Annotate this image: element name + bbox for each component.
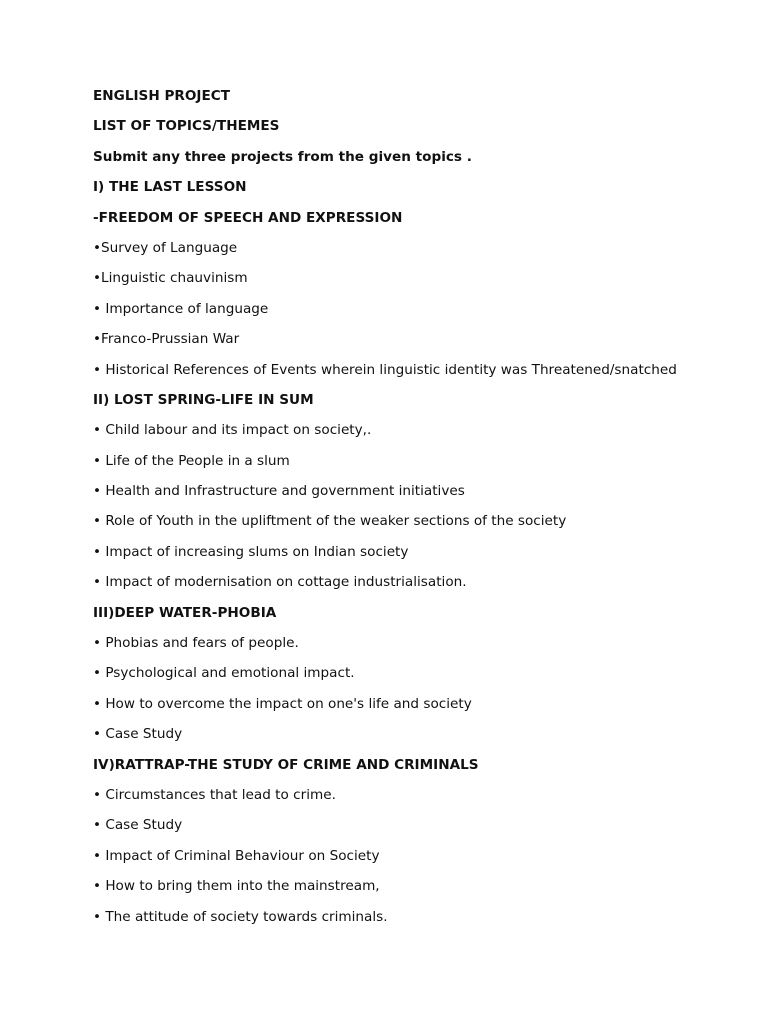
list-item: • Case Study — [93, 726, 183, 743]
list-item: • The attitude of society towards criminals. — [93, 908, 388, 925]
document-instruction: Submit any three projects from the given topics . — [93, 148, 472, 165]
list-item: • Child labour and its impact on society,. — [93, 422, 372, 439]
list-item: • Role of Youth in the upliftment of the weaker sections of the society — [93, 513, 567, 530]
list-item: • Impact of increasing slums on Indian society — [93, 543, 409, 560]
list-item: • How to bring them into the mainstream, — [93, 878, 380, 895]
document-page — [93, 86, 753, 937]
section-heading: IV)RATTRAP-THE STUDY OF CRIME AND CRIMINALS — [93, 756, 479, 773]
list-item: • Impact of Criminal Behaviour on Society — [93, 847, 380, 864]
list-item: • Life of the People in a slum — [93, 452, 290, 469]
document-title: ENGLISH PROJECT — [93, 88, 231, 104]
section-subheading: -FREEDOM OF SPEECH AND EXPRESSION — [93, 209, 403, 226]
section-heading: III)DEEP WATER-PHOBIA — [93, 604, 277, 621]
list-item: • Impact of modernisation on cottage industrialisation. — [93, 574, 467, 591]
list-item: •Survey of Language — [93, 239, 238, 256]
list-item: • Health and Infrastructure and government initiatives — [93, 483, 465, 500]
section-heading: II) LOST SPRING-LIFE IN SUM — [93, 391, 314, 408]
list-item: •Linguistic chauvinism — [93, 270, 248, 287]
section-heading: I) THE LAST LESSON — [93, 179, 247, 196]
list-item: •Franco-Prussian War — [93, 331, 240, 348]
list-item: • Importance of language — [93, 300, 269, 317]
list-item: • Historical References of Events wherein linguistic identity was Threatened/snatched — [93, 361, 677, 378]
list-item: • How to overcome the impact on one's life and society — [93, 695, 472, 712]
list-item: • Phobias and fears of people. — [93, 635, 299, 652]
list-item: • Psychological and emotional impact. — [93, 665, 355, 682]
document-subtitle: LIST OF TOPICS/THEMES — [93, 118, 280, 135]
list-item: • Case Study — [93, 817, 183, 834]
list-item: • Circumstances that lead to crime. — [93, 786, 336, 803]
